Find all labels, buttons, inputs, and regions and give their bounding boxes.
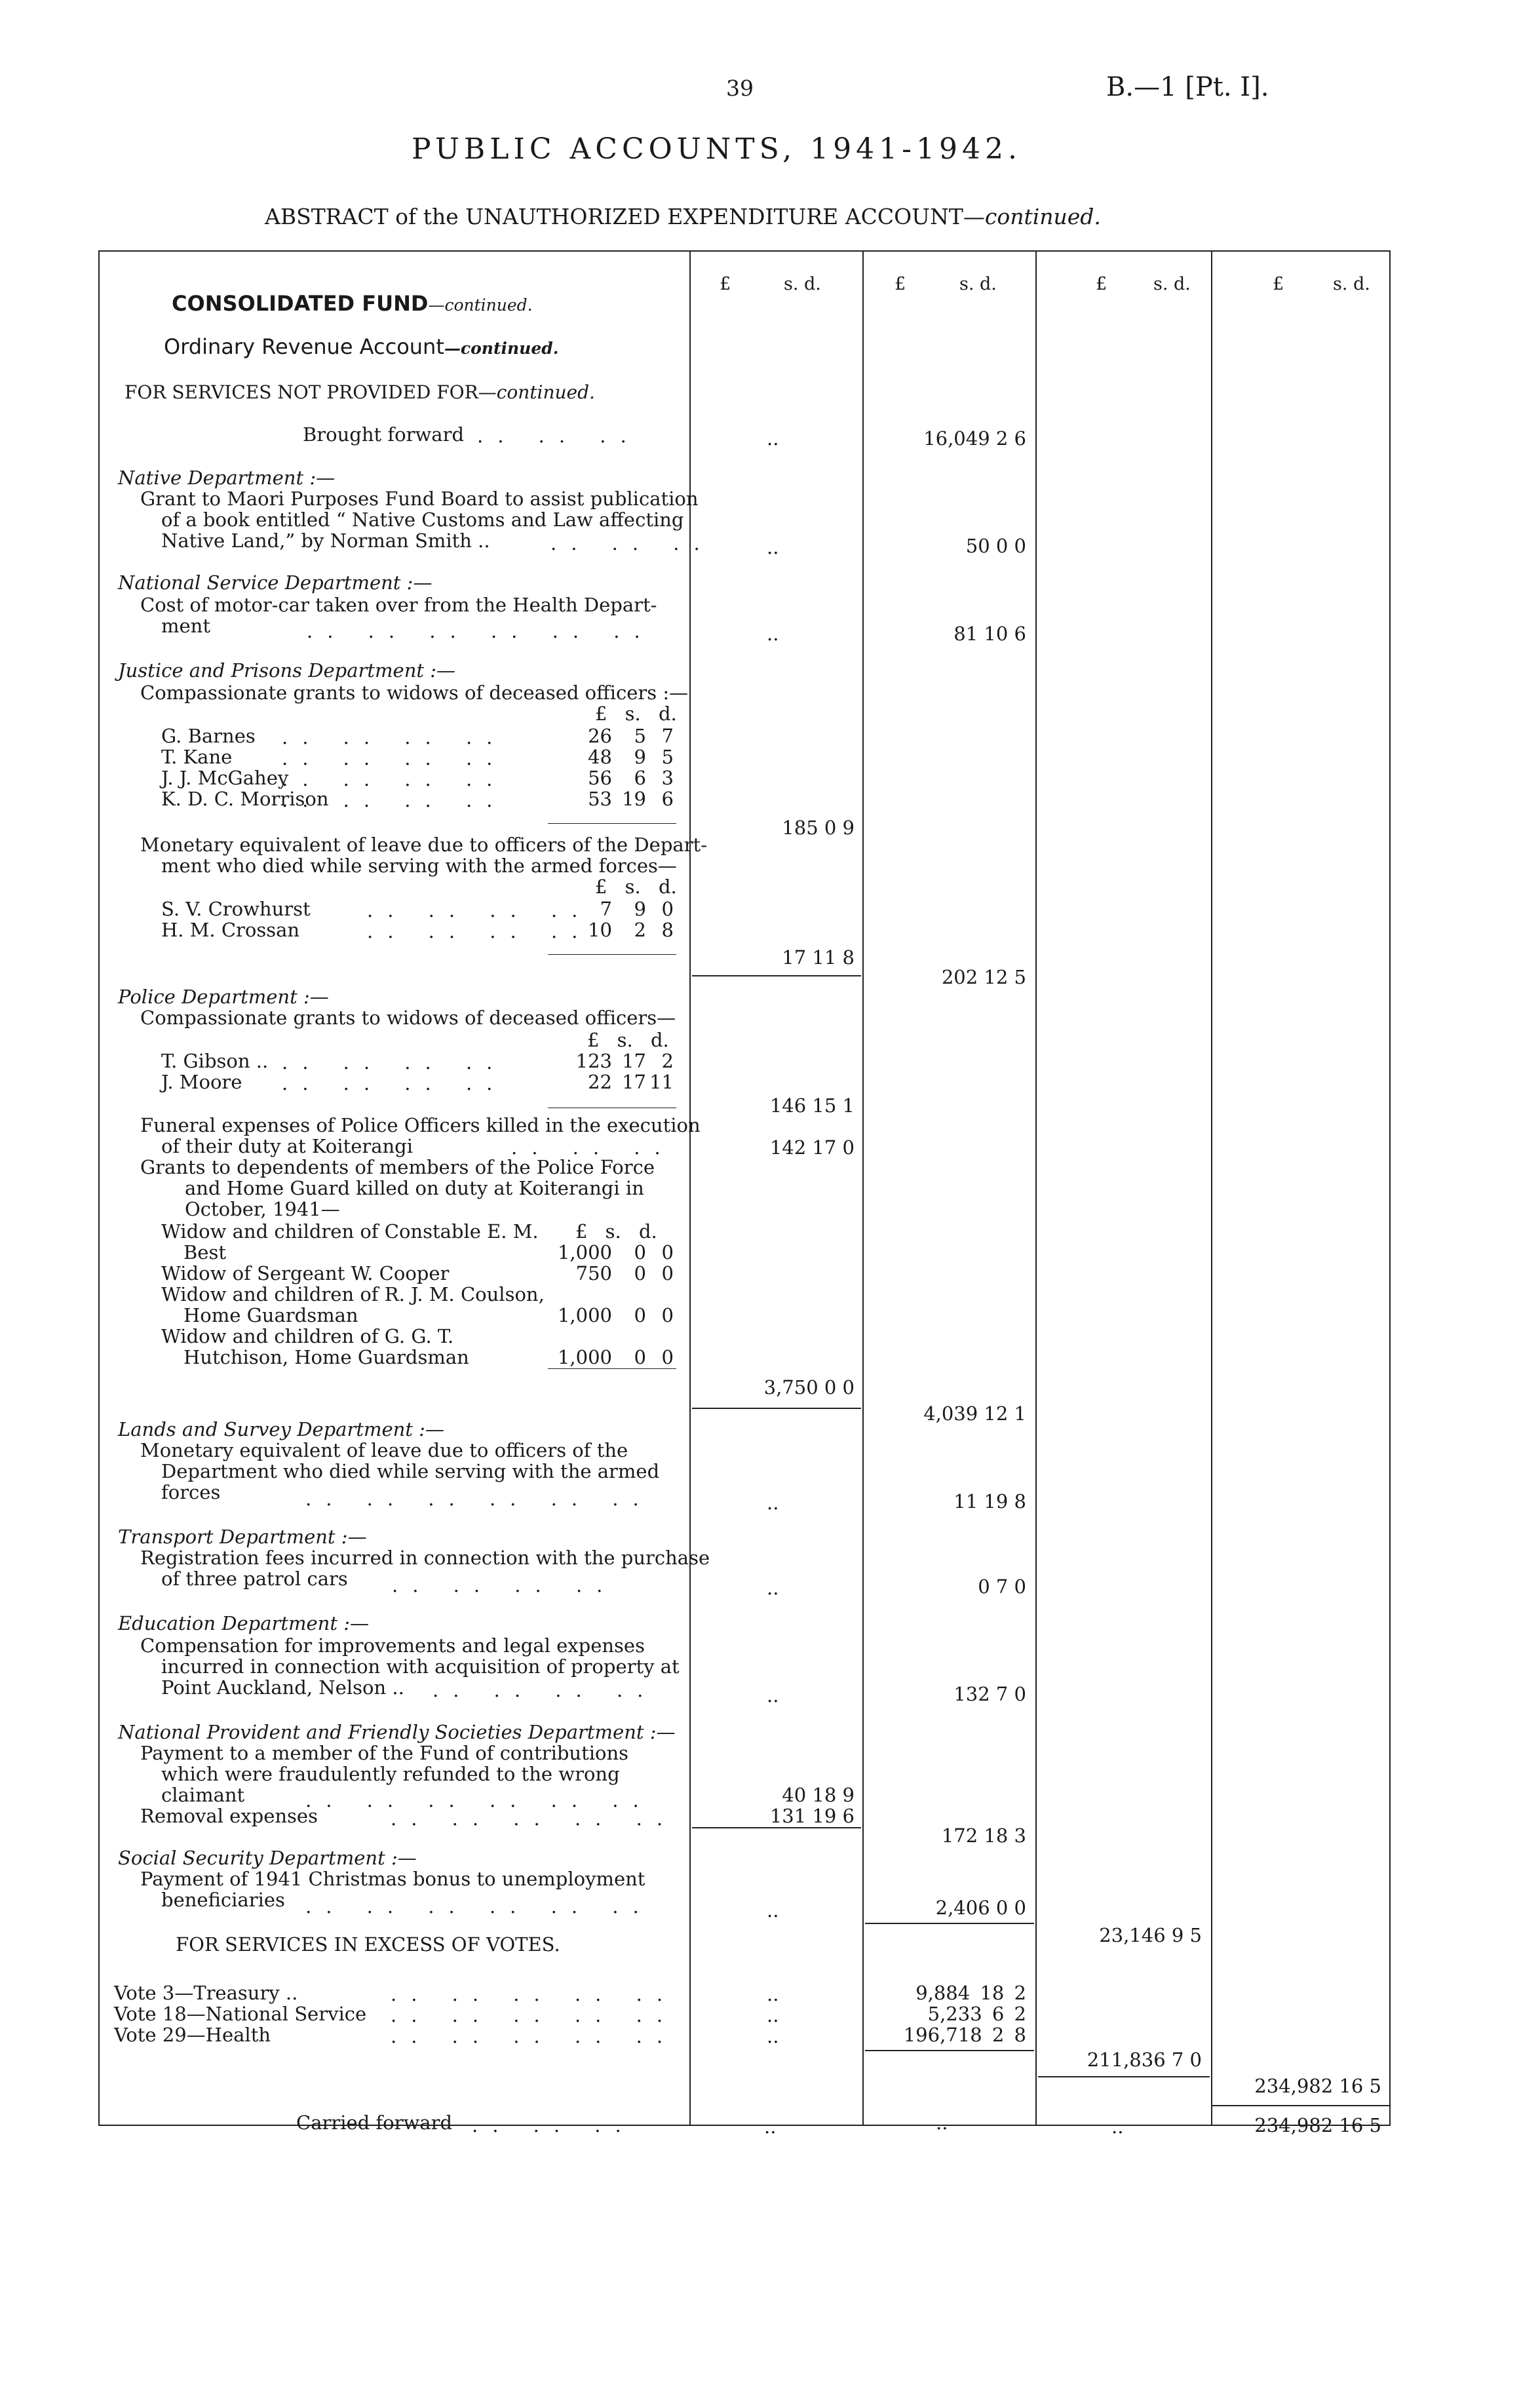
heading-consolidated-fund bbox=[172, 291, 533, 316]
justice-row-pence: 6 bbox=[661, 788, 674, 810]
grant-row-name: Widow and children of G. G. T. bbox=[161, 1325, 454, 1347]
grant-row-name-cont: Home Guardsman bbox=[183, 1304, 358, 1326]
nil-dots: .. bbox=[767, 1577, 779, 1599]
leader-dots: .. .. .. .. .. bbox=[391, 1983, 678, 2005]
dept-justice: Justice and Prisons Department :— bbox=[118, 659, 456, 682]
vote-label: Vote 18—National Service bbox=[114, 2003, 367, 2025]
col-head-2-sd: s. d. bbox=[959, 274, 997, 294]
monetary-row-name: H. M. Crossan bbox=[161, 919, 300, 941]
justice-row-pounds: 48 bbox=[588, 746, 612, 768]
amount-npfs-total: 172 18 3 bbox=[941, 1824, 1026, 1847]
leader-dots: .. .. .. .. bbox=[282, 1072, 507, 1094]
amount-native: 50 0 0 bbox=[965, 535, 1026, 557]
grant-row-pounds: 1,000 bbox=[557, 1346, 612, 1368]
heading-ordinary-cont: —continued. bbox=[444, 339, 559, 358]
leader-dots: .. .. .. .. bbox=[392, 1574, 617, 1596]
edu-line-2: incurred in connection with acquisition of property at bbox=[161, 1655, 680, 1678]
dept-lands: Lands and Survey Department :— bbox=[118, 1418, 444, 1440]
edu-line-3: Point Auckland, Nelson .. bbox=[161, 1676, 404, 1699]
funeral-line-1: Funeral expenses of Police Officers killed in the execution bbox=[140, 1114, 701, 1136]
justice-row-pence: 7 bbox=[661, 725, 674, 747]
nil-dots: .. bbox=[767, 536, 779, 558]
heading-ordinary-text: Ordinary Revenue Account bbox=[164, 334, 444, 359]
grant-row-name-cont: Hutchison, Home Guardsman bbox=[183, 1346, 469, 1368]
heading-consolidated-cont: —continued. bbox=[428, 296, 533, 315]
leader-dots: .. .. .. .. .. bbox=[391, 2025, 678, 2047]
social-line-1: Payment of 1941 Christmas bonus to unemployment bbox=[140, 1868, 645, 1890]
brought-forward-label: Brought forward bbox=[303, 423, 465, 446]
native-line-1: Grant to Maori Purposes Fund Board to assist publication bbox=[140, 488, 699, 510]
heading-not-provided-text: FOR SERVICES NOT PROVIDED FOR bbox=[125, 381, 478, 403]
amount-education: 132 7 0 bbox=[953, 1683, 1026, 1705]
leader-dots: .. .. .. bbox=[511, 1136, 675, 1159]
grant-row-pounds: 750 bbox=[575, 1262, 612, 1284]
grant-row-shillings: 0 bbox=[634, 1304, 646, 1326]
col-head-1 bbox=[720, 274, 731, 294]
grant-row-pence: 0 bbox=[661, 1262, 674, 1284]
col-head-1-pound: £ bbox=[720, 274, 731, 294]
transport-line-2: of three patrol cars bbox=[161, 1568, 348, 1590]
amount-npfs-claimant: 40 18 9 bbox=[782, 1784, 855, 1806]
leader-dots: .. .. .. .. bbox=[282, 1051, 507, 1073]
vote-label: Vote 3—Treasury .. bbox=[114, 1982, 298, 2004]
grant-row-shillings: 0 bbox=[634, 1241, 646, 1264]
vote-amount: 5,233 6 2 bbox=[927, 2003, 1026, 2025]
nil-dots: .. bbox=[767, 2025, 779, 2047]
dept-native: Native Department :— bbox=[118, 467, 336, 489]
justice-line-1: Compassionate grants to widows of deceased officers :— bbox=[140, 682, 689, 704]
nil-dots: .. bbox=[767, 1899, 779, 1921]
amount-monetary-leave: 17 11 8 bbox=[782, 946, 855, 969]
col-head-2-pound: £ bbox=[895, 274, 906, 294]
leader-dots: .. .. .. .. bbox=[282, 747, 507, 769]
justice-row-pounds: 56 bbox=[588, 767, 612, 789]
grant-row-name: Widow and children of R. J. M. Coulson, bbox=[161, 1283, 545, 1305]
ns-line-2: ment bbox=[161, 615, 210, 637]
monetary-line-2: ment who died while serving with the armed forces— bbox=[161, 855, 677, 877]
social-line-2: beneficiaries bbox=[161, 1889, 285, 1911]
justice-row-pounds: 26 bbox=[588, 725, 612, 747]
lands-line-2: Department who died while serving with the armed bbox=[161, 1460, 660, 1482]
grants-line-3: October, 1941— bbox=[185, 1198, 340, 1220]
justice-row-shillings: 19 bbox=[622, 788, 646, 810]
sub-col-heading: £ s. d. bbox=[575, 1220, 657, 1243]
npfs-line-3: claimant bbox=[161, 1784, 245, 1806]
grant-row-shillings: 0 bbox=[634, 1262, 646, 1284]
justice-row-shillings: 6 bbox=[634, 767, 646, 789]
col-head-2 bbox=[895, 274, 906, 294]
grant-row-pounds: 1,000 bbox=[557, 1241, 612, 1264]
amount-police-total: 4,039 12 1 bbox=[923, 1402, 1026, 1425]
amount-justice-total: 202 12 5 bbox=[941, 966, 1026, 988]
leader-dots: .. .. .. .. .. .. bbox=[307, 620, 655, 642]
monetary-row-pence: 0 bbox=[661, 898, 674, 920]
grant-row-pounds: 1,000 bbox=[557, 1304, 612, 1326]
justice-row-shillings: 9 bbox=[634, 746, 646, 768]
dept-npfs: National Provident and Friendly Societies Department :— bbox=[118, 1721, 676, 1743]
justice-row-name: T. Kane bbox=[161, 746, 233, 768]
monetary-row-pounds: 10 bbox=[588, 919, 612, 941]
subtitle-cont: —continued. bbox=[963, 204, 1101, 229]
nil-dots: .. bbox=[767, 2004, 779, 2026]
monetary-line-1: Monetary equivalent of leave due to officers of the Depart- bbox=[140, 834, 708, 856]
npfs-line-2: which were fraudulently refunded to the wrong bbox=[161, 1763, 620, 1785]
amount-police-grants: 146 15 1 bbox=[769, 1094, 855, 1117]
carried-forward-label: Carried forward bbox=[296, 2112, 453, 2134]
leader-dots: .. .. .. .. bbox=[282, 768, 507, 790]
dept-police: Police Department :— bbox=[118, 986, 329, 1008]
monetary-row-shillings: 9 bbox=[634, 898, 646, 920]
leader-dots: .. .. .. .. .. bbox=[391, 2004, 678, 2026]
sub-col-heading: £ s. d. bbox=[595, 703, 677, 725]
monetary-row-pence: 8 bbox=[661, 919, 674, 941]
amount-carried-forward: 234,982 16 5 bbox=[1254, 2114, 1381, 2136]
leader-dots: .. .. .. .. .. .. bbox=[305, 1789, 653, 1811]
police-row-name: J. Moore bbox=[161, 1071, 242, 1093]
amount-justice-grants: 185 0 9 bbox=[782, 817, 855, 839]
leader-dots: .. .. .. .. bbox=[282, 789, 507, 811]
page-subtitle bbox=[265, 206, 1101, 228]
nil-dots: .. bbox=[767, 623, 779, 645]
amount-excess-total: 211,836 7 0 bbox=[1087, 2049, 1202, 2071]
police-row-shillings: 17 bbox=[622, 1071, 646, 1093]
col-head-4 bbox=[1273, 274, 1284, 294]
vote-label: Vote 29—Health bbox=[114, 2024, 271, 2046]
police-line-1: Compassionate grants to widows of deceased officers— bbox=[140, 1007, 676, 1029]
sub-col-heading: £ s. d. bbox=[595, 876, 677, 898]
justice-row-pence: 5 bbox=[661, 746, 674, 768]
police-row-name: T. Gibson .. bbox=[161, 1050, 269, 1072]
nil-dots: .. bbox=[936, 2112, 948, 2134]
dept-social-security: Social Security Department :— bbox=[118, 1847, 417, 1869]
page-number: 39 bbox=[726, 75, 754, 101]
heading-consolidated-text: CONSOLIDATED FUND bbox=[172, 291, 429, 316]
grant-row-name: Widow of Sergeant W. Cooper bbox=[161, 1262, 450, 1284]
amount-brought-forward: 16,049 2 6 bbox=[923, 427, 1026, 450]
leader-dots: .. .. .. .. bbox=[282, 726, 507, 748]
grant-row-name: Widow and children of Constable E. M. bbox=[161, 1220, 539, 1243]
native-line-3: Native Land,” by Norman Smith .. bbox=[161, 530, 490, 552]
vote-amount: 9,884 18 2 bbox=[915, 1982, 1026, 2004]
justice-row-shillings: 5 bbox=[634, 725, 646, 747]
amount-koiterangi-grants: 3,750 0 0 bbox=[763, 1376, 855, 1399]
police-row-pounds: 22 bbox=[588, 1071, 612, 1093]
vote-amount: 196,718 2 8 bbox=[903, 2024, 1026, 2046]
heading-excess-votes: FOR SERVICES IN EXCESS OF VOTES. bbox=[176, 1933, 560, 1956]
heading-not-provided-cont: —continued. bbox=[478, 381, 595, 403]
amount-lands: 11 19 8 bbox=[953, 1490, 1026, 1513]
nil-dots: .. bbox=[767, 427, 779, 450]
police-row-shillings: 17 bbox=[622, 1050, 646, 1072]
leader-dots: .. .. .. .. .. bbox=[391, 1807, 678, 1830]
edu-line-1: Compensation for improvements and legal expenses bbox=[140, 1634, 645, 1657]
leader-dots: .. .. .. bbox=[477, 425, 641, 447]
leader-dots: .. .. .. .. .. .. bbox=[305, 1895, 653, 1918]
subtitle-main: ABSTRACT of the UNAUTHORIZED EXPENDITURE ACCOUNT bbox=[265, 204, 963, 229]
dept-transport: Transport Department :— bbox=[118, 1526, 367, 1548]
lands-line-1: Monetary equivalent of leave due to officers of the bbox=[140, 1439, 628, 1461]
nil-dots: .. .. .. bbox=[550, 532, 714, 554]
npfs-line-1: Payment to a member of the Fund of contributions bbox=[140, 1742, 629, 1764]
nil-dots: .. bbox=[767, 1684, 779, 1707]
heading-ordinary-revenue bbox=[164, 334, 558, 359]
amount-grand-total: 234,982 16 5 bbox=[1254, 2075, 1381, 2097]
sub-col-heading: £ s. d. bbox=[587, 1029, 669, 1051]
funeral-line-2: of their duty at Koiterangi bbox=[161, 1135, 414, 1157]
leader-dots: .. .. .. .. bbox=[367, 899, 592, 921]
heading-not-provided bbox=[125, 381, 595, 404]
monetary-row-name: S. V. Crowhurst bbox=[161, 898, 311, 920]
amount-npfs-removal: 131 19 6 bbox=[769, 1805, 855, 1827]
dept-education: Education Department :— bbox=[118, 1612, 369, 1634]
leader-dots: .. .. .. .. .. .. bbox=[305, 1488, 653, 1510]
monetary-row-shillings: 2 bbox=[634, 919, 646, 941]
col-head-3-pound: £ bbox=[1096, 274, 1107, 294]
col-head-4-pound: £ bbox=[1273, 274, 1284, 294]
amount-transport: 0 7 0 bbox=[978, 1575, 1026, 1598]
police-row-pounds: 123 bbox=[575, 1050, 612, 1072]
col-head-1-sd: s. d. bbox=[784, 274, 821, 294]
justice-row-name: G. Barnes bbox=[161, 725, 256, 747]
page-title: PUBLIC ACCOUNTS, 1941-1942. bbox=[412, 132, 1022, 166]
leader-dots: .. .. .. .. bbox=[367, 920, 592, 942]
grant-row-pence: 0 bbox=[661, 1241, 674, 1264]
npfs-line-4: Removal expenses bbox=[140, 1805, 318, 1827]
leader-dots: .. .. .. .. bbox=[433, 1679, 658, 1701]
col-head-3-sd: s. d. bbox=[1153, 274, 1191, 294]
justice-row-name: J. J. McGahey bbox=[161, 767, 289, 789]
nil-dots: .. bbox=[764, 2115, 777, 2138]
grant-row-pence: 0 bbox=[661, 1304, 674, 1326]
justice-row-pounds: 53 bbox=[588, 788, 612, 810]
native-line-2: of a book entitled “ Native Customs and Law affecting bbox=[161, 509, 684, 531]
col-head-3 bbox=[1096, 274, 1107, 294]
amount-funeral: 142 17 0 bbox=[769, 1136, 855, 1159]
amount-national-service: 81 10 6 bbox=[953, 623, 1026, 645]
nil-dots: .. bbox=[1111, 2115, 1124, 2138]
grant-row-name-cont: Best bbox=[183, 1241, 227, 1264]
police-row-pence: 11 bbox=[649, 1071, 674, 1093]
dept-national-service: National Service Department :— bbox=[118, 571, 433, 594]
transport-line-1: Registration fees incurred in connection with the purchase bbox=[140, 1547, 710, 1569]
amount-not-provided-total: 23,146 9 5 bbox=[1099, 1924, 1202, 1946]
report-reference: B.—1 [Pt. I]. bbox=[1106, 72, 1269, 102]
ns-line-1: Cost of motor-car taken over from the Health Depart- bbox=[140, 594, 657, 616]
grants-line-2: and Home Guard killed on duty at Koiterangi in bbox=[185, 1177, 644, 1199]
grants-line-1: Grants to dependents of members of the Police Force bbox=[140, 1156, 655, 1178]
amount-social-security: 2,406 0 0 bbox=[935, 1897, 1026, 1919]
grant-row-pence: 0 bbox=[661, 1346, 674, 1368]
justice-row-name: K. D. C. Morrison bbox=[161, 788, 329, 810]
nil-dots: .. bbox=[767, 1492, 779, 1514]
police-row-pence: 2 bbox=[661, 1050, 674, 1072]
grant-row-shillings: 0 bbox=[634, 1346, 646, 1368]
leader-dots: .. .. .. bbox=[472, 2114, 636, 2136]
justice-row-pence: 3 bbox=[661, 767, 674, 789]
monetary-row-pounds: 7 bbox=[600, 898, 612, 920]
nil-dots: .. bbox=[767, 1983, 779, 2005]
col-head-4-sd: s. d. bbox=[1333, 274, 1370, 294]
lands-line-3: forces bbox=[161, 1481, 221, 1503]
rule bbox=[548, 1368, 676, 1369]
